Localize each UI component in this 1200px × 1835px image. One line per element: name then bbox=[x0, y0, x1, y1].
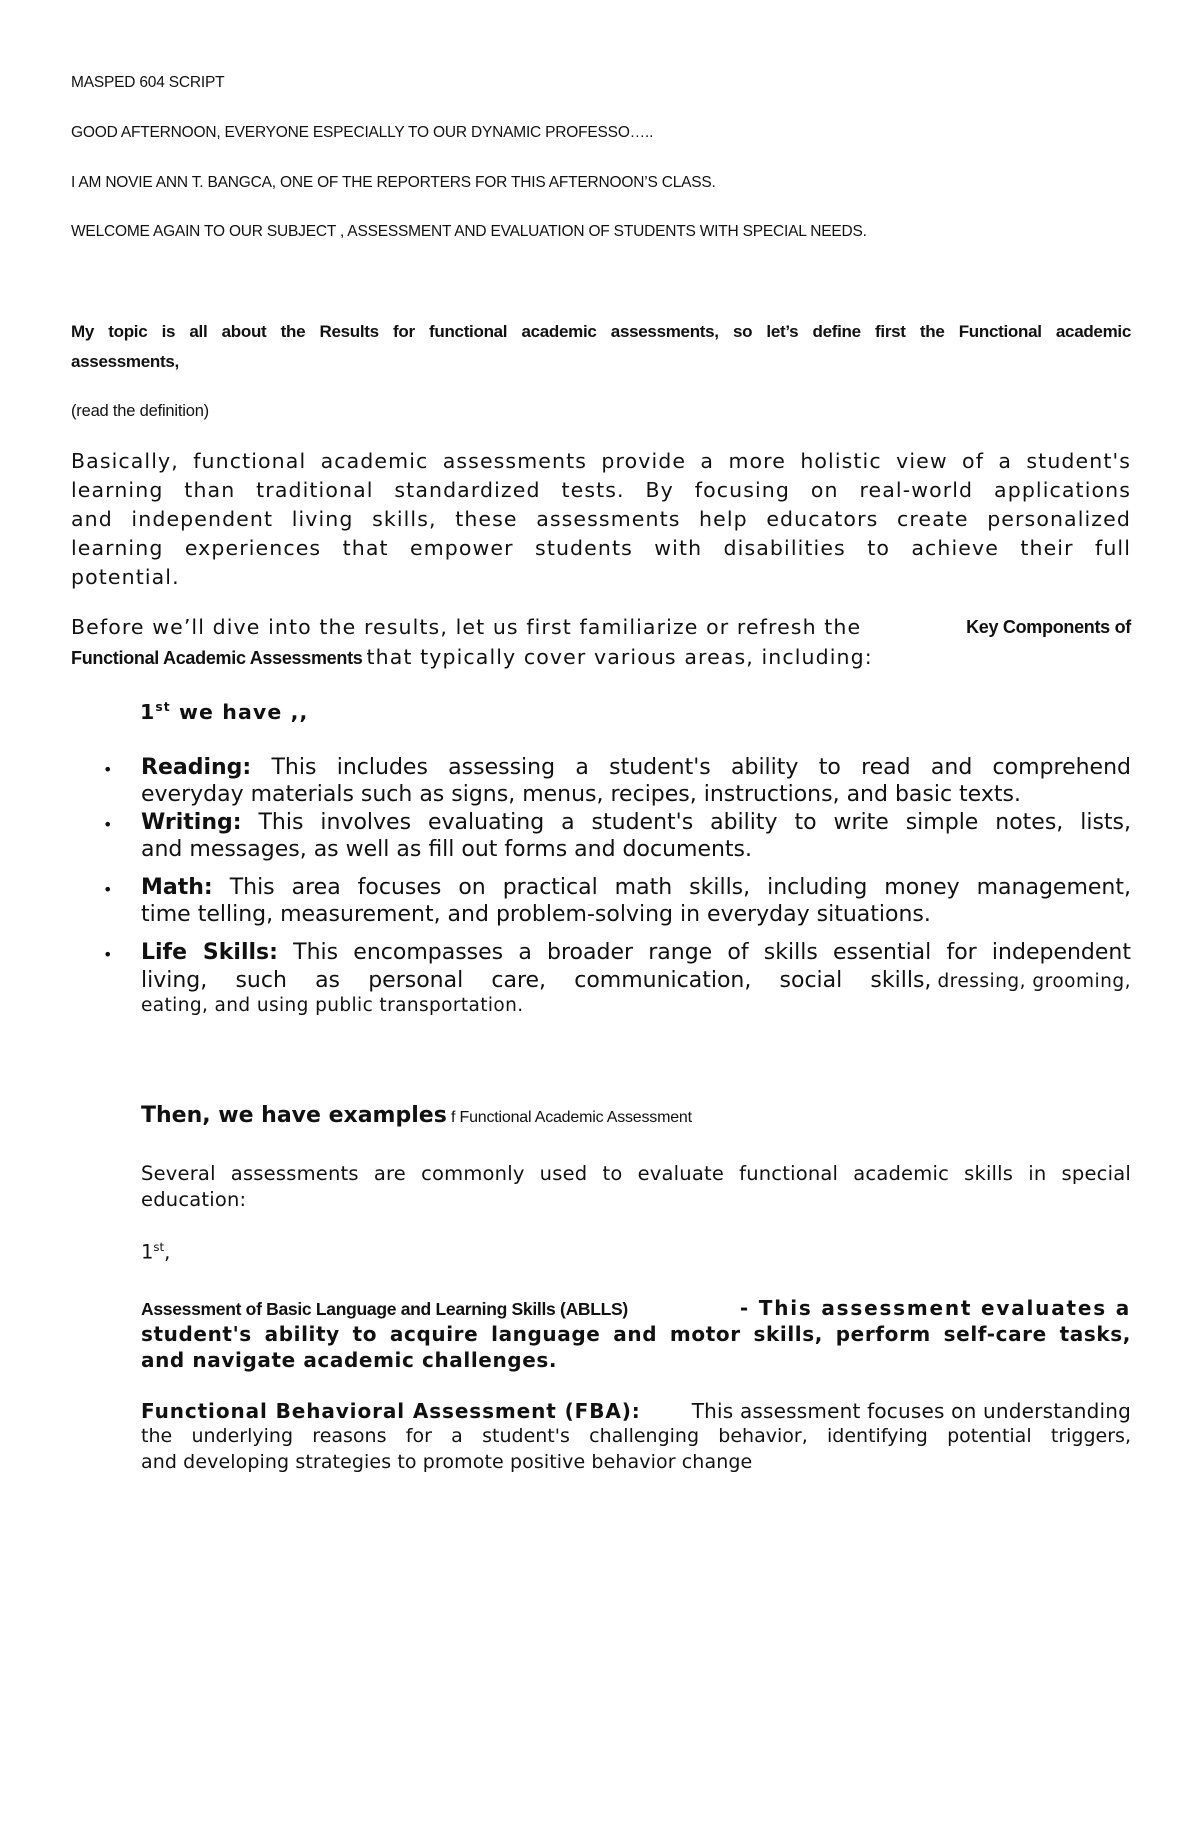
fba-text-1: This assessment focuses on understanding bbox=[691, 1399, 1131, 1423]
examples-first bbox=[141, 1240, 170, 1264]
examples-heading-bold: Then, we have examples bbox=[141, 1103, 447, 1128]
fba-line-1 bbox=[141, 1399, 1131, 1423]
life-skills-line-1 bbox=[141, 940, 1131, 965]
greeting-line: GOOD AFTERNOON, EVERYONE ESPECIALLY TO OUR DYNAMIC PROFESSO….. bbox=[71, 124, 654, 141]
bullet-icon: • bbox=[103, 880, 113, 899]
reading-text-1: This includes assessing a student's ability to read and comprehend bbox=[251, 755, 1131, 780]
read-definition-note: (read the definition) bbox=[71, 402, 209, 420]
ablls-name: Assessment of Basic Language and Learning Skills (ABLLS) bbox=[141, 1299, 628, 1319]
examples-first-comma: , bbox=[164, 1240, 171, 1264]
math-line-2: time telling, measurement, and problem-solving in everyday situations. bbox=[141, 902, 931, 927]
ablls-line-2: student's ability to acquire language and motor skills, perform self-care tasks, bbox=[141, 1322, 1131, 1346]
fba-line-3: and developing strategies to promote positive behavior change bbox=[141, 1451, 753, 1473]
examples-first-suffix: st bbox=[153, 1240, 165, 1254]
first-we-have bbox=[140, 700, 308, 724]
writing-text-1: This involves evaluating a student's ability to write simple notes, lists, bbox=[241, 810, 1131, 835]
basically-line-3: and independent living skills, these assessments help educators create personalized bbox=[71, 507, 1131, 531]
examples-heading-rest: f Functional Academic Assessment bbox=[446, 1109, 692, 1126]
first-ordinal: 1 bbox=[140, 700, 156, 724]
reading-line-1 bbox=[141, 755, 1131, 780]
several-line-2: education: bbox=[141, 1188, 247, 1211]
ablls-line-1 bbox=[141, 1296, 1131, 1320]
writing-line-1 bbox=[141, 810, 1131, 835]
first-we-have-text: we have ,, bbox=[170, 700, 309, 724]
several-line-1: Several assessments are commonly used to evaluate functional academic skills in special bbox=[141, 1162, 1131, 1185]
basically-line-1: Basically, functional academic assessments provide a more holistic view of a student's bbox=[71, 449, 1131, 473]
before-line-2-text: that typically cover various areas, including: bbox=[366, 645, 873, 669]
welcome-line: WELCOME AGAIN TO OUR SUBJECT , ASSESSMENT AND EVALUATION OF STUDENTS WITH SPECIAL NEEDS. bbox=[71, 223, 867, 240]
basically-line-2: learning than traditional standardized tests. By focusing on real-world applications bbox=[71, 478, 1131, 502]
bullet-icon: • bbox=[103, 760, 113, 779]
bullet-icon: • bbox=[103, 815, 113, 834]
key-components-label: Key Components of bbox=[966, 617, 1131, 637]
fba-name: Functional Behavioral Assessment (FBA): bbox=[141, 1399, 641, 1423]
examples-heading bbox=[141, 1103, 692, 1128]
before-line-1 bbox=[71, 615, 1131, 639]
script-title: MASPED 604 SCRIPT bbox=[71, 74, 225, 91]
writing-line-2: and messages, as well as fill out forms and documents. bbox=[141, 837, 753, 862]
basically-line-4: learning experiences that empower students with disabilities to achieve their full bbox=[71, 536, 1131, 560]
life-skills-text-3: dressing, grooming, bbox=[937, 971, 1131, 992]
reading-label: Reading: bbox=[141, 755, 252, 780]
topic-line-2: assessments, bbox=[71, 352, 179, 371]
math-text-1: This area focuses on practical math skills, including money management, bbox=[212, 875, 1131, 900]
life-skills-text-1: This encompasses a broader range of skills essential for independent bbox=[277, 940, 1132, 965]
examples-first-ordinal: 1 bbox=[141, 1240, 154, 1264]
life-skills-line-3: eating, and using public transportation. bbox=[141, 995, 524, 1016]
ablls-text-1: - This assessment evaluates a bbox=[739, 1296, 1131, 1320]
math-label: Math: bbox=[141, 875, 213, 900]
basically-line-5: potential. bbox=[71, 565, 180, 589]
life-skills-text-2: living, such as personal care, communication, social skills, bbox=[141, 968, 932, 993]
functional-academic-assessments-label: Functional Academic Assessments bbox=[71, 648, 363, 668]
intro-line: I AM NOVIE ANN T. BANGCA, ONE OF THE REPORTERS FOR THIS AFTERNOON’S CLASS. bbox=[71, 174, 716, 191]
math-line-1 bbox=[141, 875, 1131, 900]
life-skills-line-2 bbox=[141, 968, 1131, 993]
before-line-2 bbox=[71, 645, 873, 669]
life-skills-label: Life Skills: bbox=[141, 940, 278, 965]
topic-line-1: My topic is all about the Results for functional academic assessments, so let’s define first the Functional academic bbox=[71, 322, 1131, 341]
reading-line-2: everyday materials such as signs, menus, recipes, instructions, and basic texts. bbox=[141, 782, 1021, 807]
ablls-line-3: and navigate academic challenges. bbox=[141, 1348, 558, 1372]
fba-line-2: the underlying reasons for a student's challenging behavior, identifying potential triggers, bbox=[141, 1425, 1131, 1447]
writing-label: Writing: bbox=[141, 810, 242, 835]
before-line-1-text: Before we’ll dive into the results, let us first familiarize or refresh the bbox=[71, 615, 862, 639]
bullet-icon: • bbox=[103, 945, 113, 964]
first-suffix: st bbox=[155, 700, 171, 715]
